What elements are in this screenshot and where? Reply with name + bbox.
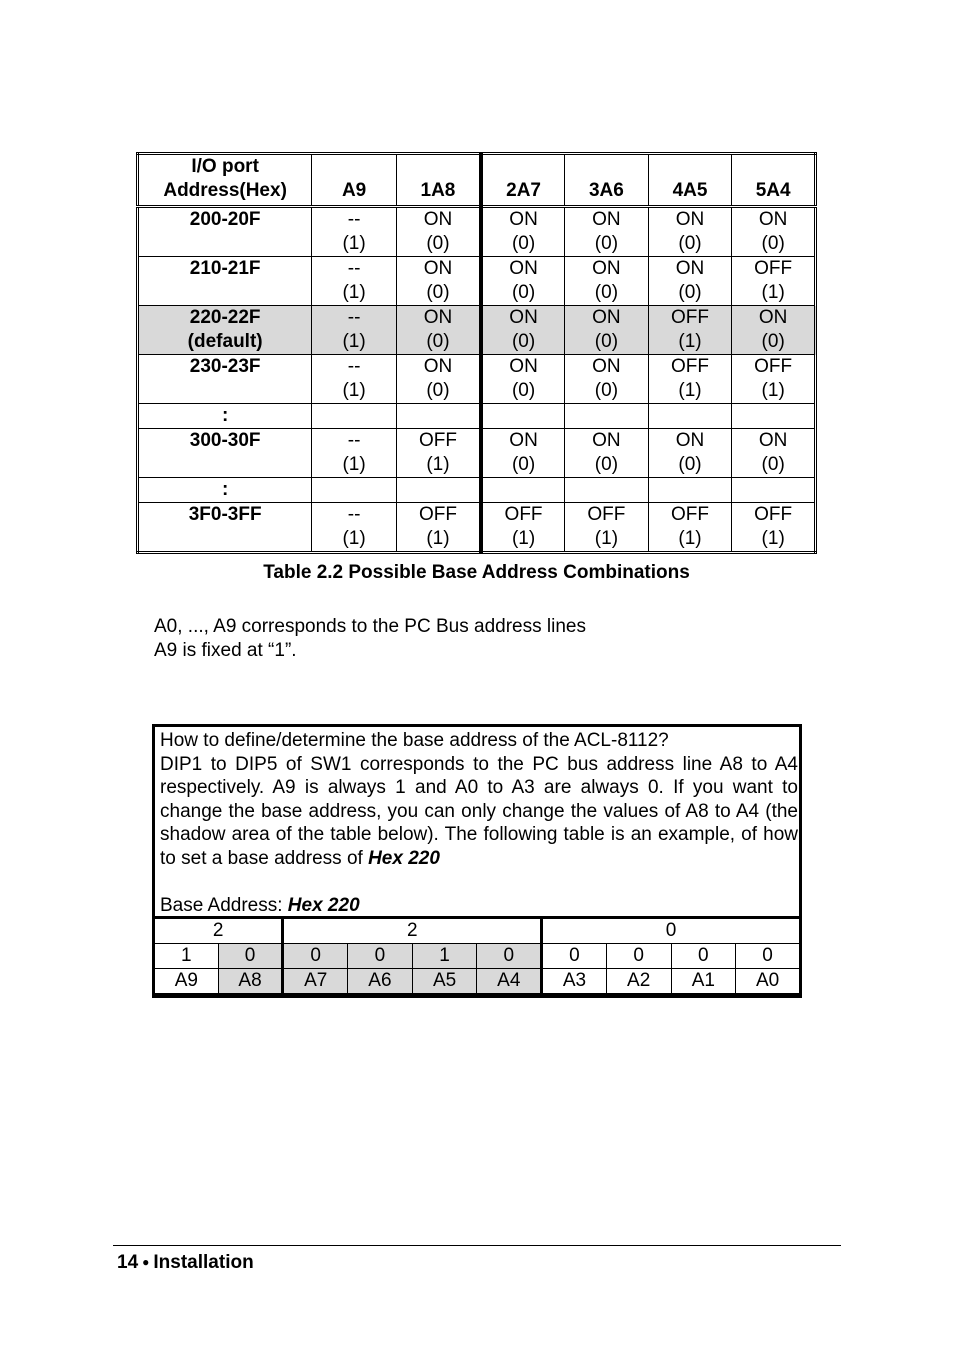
info-question: How to define/determine the base address of the ACL-8112? (160, 730, 669, 751)
switch-cell: ON (0) (732, 429, 816, 478)
switch-cell: ON (0) (481, 207, 565, 257)
switch-cell (396, 404, 481, 429)
section-name: Installation (153, 1252, 254, 1273)
switch-cell: OFF (1) (396, 429, 481, 478)
switch-cell: ON (0) (565, 207, 649, 257)
switch-cell: -- (1) (312, 429, 397, 478)
bit-name: A8 (218, 969, 283, 995)
switch-cell: OFF (1) (732, 355, 816, 404)
info-body: DIP1 to DIP5 of SW1 corresponds to the PC bus address line A8 to A4 respectively. A9 is always 1 and A0 to A3 are always 0. If you want to change the base address, you can only change the values of A8 to A4 (the shadow area of the table below). The following table is an example, of how to set a base address of Hex 220 (160, 753, 798, 869)
port-cell: : (138, 404, 312, 429)
bit-value: 0 (671, 944, 736, 969)
switch-cell: OFF (1) (648, 306, 732, 355)
port-cell: : (138, 478, 312, 503)
switch-cell: ON (0) (732, 306, 816, 355)
switch-cell (481, 478, 565, 503)
switch-cell: ON (0) (732, 207, 816, 257)
table-row (138, 429, 816, 478)
switch-cell: -- (1) (312, 503, 397, 553)
switch-cell: OFF (1) (648, 503, 732, 553)
bit-name: A1 (671, 969, 736, 995)
switch-cell: ON (0) (481, 257, 565, 306)
header-col: 5A4 (732, 154, 816, 207)
switch-cell: ON (0) (565, 257, 649, 306)
info-text (160, 729, 798, 918)
hex-digit: 2 (283, 918, 542, 944)
hex-digit: 0 (542, 918, 801, 944)
switch-cell: ON (0) (648, 207, 732, 257)
table-row (138, 257, 816, 306)
bit-table (152, 916, 802, 996)
bit-name: A6 (348, 969, 413, 995)
bullet-icon: ● (142, 1255, 150, 1269)
header-col: 2A7 (481, 154, 565, 207)
header-col: A9 (312, 154, 397, 207)
bit-value: 1 (154, 944, 219, 969)
bit-value: 0 (477, 944, 542, 969)
switch-cell: ON (0) (396, 257, 481, 306)
switch-cell: ON (0) (648, 429, 732, 478)
switch-cell: ON (0) (396, 355, 481, 404)
hex-digit: 2 (154, 918, 283, 944)
table-header-row (138, 154, 816, 207)
port-cell: 300-30F (138, 429, 312, 478)
switch-cell: OFF (1) (565, 503, 649, 553)
bit-name: A2 (606, 969, 671, 995)
table-row (138, 478, 816, 503)
switch-cell: OFF (1) (396, 503, 481, 553)
switch-cell (648, 404, 732, 429)
header-col: 4A5 (648, 154, 732, 207)
switch-cell (565, 478, 649, 503)
switch-cell: ON (0) (648, 257, 732, 306)
bit-name: A5 (412, 969, 477, 995)
switch-cell: ON (0) (396, 306, 481, 355)
note-line: A9 is fixed at “1”. (154, 640, 297, 661)
port-cell: 230-23F (138, 355, 312, 404)
bit-value: 0 (606, 944, 671, 969)
base-address-line: Base Address: Hex 220 (160, 895, 360, 917)
switch-cell: ON (0) (396, 207, 481, 257)
footer-rule (113, 1245, 841, 1246)
base-address-table (136, 152, 817, 554)
table-row (138, 404, 816, 429)
switch-cell (648, 478, 732, 503)
header-io-port: I/O port Address(Hex) (138, 154, 312, 207)
switch-cell: -- (1) (312, 207, 397, 257)
bit-value: 0 (283, 944, 348, 969)
port-cell: 3F0-3FF (138, 503, 312, 553)
switch-cell: ON (0) (481, 355, 565, 404)
switch-cell: ON (0) (565, 429, 649, 478)
port-cell: 220-22F (default) (138, 306, 312, 355)
switch-cell (312, 478, 397, 503)
note-line: A0, ..., A9 corresponds to the PC Bus address lines (154, 616, 586, 637)
table-caption: Table 2.2 Possible Base Address Combinations (263, 562, 690, 583)
bit-name-row (154, 969, 801, 995)
header-col: 3A6 (565, 154, 649, 207)
switch-cell (396, 478, 481, 503)
page-number: 14 (117, 1252, 139, 1273)
bit-value: 0 (542, 944, 607, 969)
bit-name: A7 (283, 969, 348, 995)
bit-name: A9 (154, 969, 219, 995)
header-col: 1A8 (396, 154, 481, 207)
bit-value: 0 (348, 944, 413, 969)
switch-cell (732, 478, 816, 503)
switch-cell: ON (0) (481, 429, 565, 478)
switch-cell: -- (1) (312, 306, 397, 355)
hex-digit-row (154, 918, 801, 944)
switch-cell (565, 404, 649, 429)
switch-cell: OFF (1) (732, 257, 816, 306)
notes (154, 615, 586, 663)
switch-cell: OFF (1) (648, 355, 732, 404)
bit-value: 1 (412, 944, 477, 969)
switch-cell: ON (0) (565, 355, 649, 404)
table-row (138, 207, 816, 257)
switch-cell: OFF (1) (481, 503, 565, 553)
switch-cell (312, 404, 397, 429)
switch-cell (732, 404, 816, 429)
switch-cell: ON (0) (565, 306, 649, 355)
switch-cell: OFF (1) (732, 503, 816, 553)
table-row (138, 306, 816, 355)
switch-cell (481, 404, 565, 429)
bit-name: A0 (736, 969, 801, 995)
bit-value: 0 (736, 944, 801, 969)
footer (117, 1250, 254, 1275)
switch-cell: ON (0) (481, 306, 565, 355)
bit-name: A4 (477, 969, 542, 995)
bit-value: 0 (218, 944, 283, 969)
port-cell: 200-20F (138, 207, 312, 257)
table-row (138, 503, 816, 553)
switch-cell: -- (1) (312, 257, 397, 306)
bit-name: A3 (542, 969, 607, 995)
table-row (138, 355, 816, 404)
base-address-value: Hex 220 (287, 895, 360, 917)
port-cell: 210-21F (138, 257, 312, 306)
switch-cell: -- (1) (312, 355, 397, 404)
bit-value-row (154, 944, 801, 969)
info-box (152, 724, 802, 998)
info-body-emphasis: Hex 220 (368, 847, 440, 869)
